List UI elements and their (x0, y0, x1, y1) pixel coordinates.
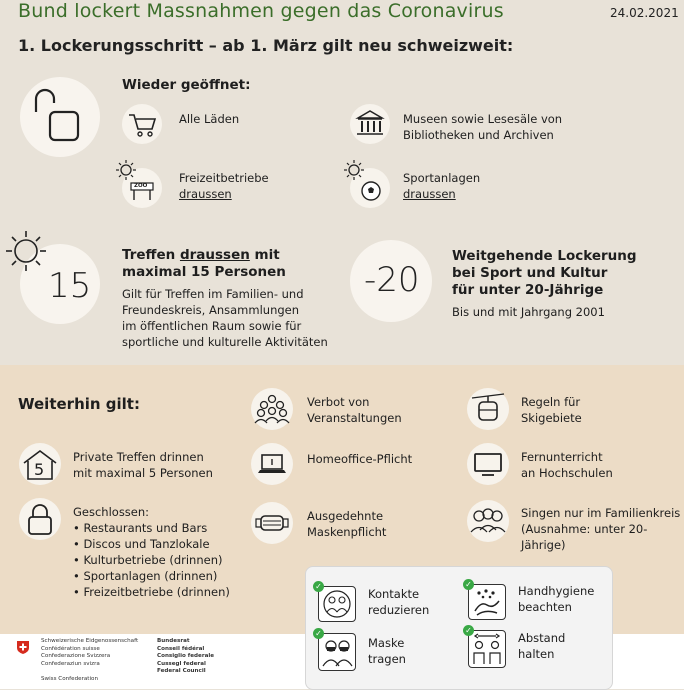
meetings-title: Treffen draussen mit maximal 15 Personen (122, 247, 286, 280)
contacts-box (318, 586, 356, 622)
sports-circle (350, 168, 390, 208)
private-meetings: Private Treffen drinnen mit maximal 5 Personen (73, 450, 213, 480)
distance-label: Abstand halten (518, 631, 566, 661)
meetings-desc: Gilt für Treffen im Familien- und Freundeskreis, Ansammlungen im öffentlichen Raum sowie für sportliche und kulturelle Aktivitäten (122, 287, 328, 349)
laptop-icon (251, 443, 293, 485)
house-number: 5 (34, 460, 45, 479)
footer-council: Bundesrat Conseil fédéral Consiglio federale Cussegl federal Federal Council (157, 638, 215, 674)
list-item: • Freizeitbetriebe (drinnen) (73, 584, 230, 600)
ski-label: Regeln für Skigebiete (521, 395, 582, 425)
sports-label: Sportanlagen draussen (403, 171, 481, 201)
contacts-label: Kontakte reduzieren (368, 587, 430, 617)
footer-swiss: Swiss Confederation (41, 676, 99, 682)
hygiene-label: Handhygiene beachten (518, 584, 595, 614)
closed-list (73, 520, 230, 600)
remote-edu-circle (467, 443, 509, 485)
list-item: • Kulturbetriebe (drinnen) (73, 552, 230, 568)
events-circle (251, 388, 293, 430)
meetings-number: 15 (48, 266, 92, 306)
hand-wash-icon (469, 585, 505, 619)
singing-label: Singen nur im Familienkreis (Ausnahme: unter 20-Jährige) (521, 506, 681, 552)
hygiene-box (468, 584, 506, 620)
zoo-circle (122, 168, 162, 208)
ski-circle (467, 388, 509, 430)
museum-icon (350, 104, 390, 144)
unlock-icon (20, 77, 100, 157)
check-icon: ✓ (463, 625, 474, 636)
swiss-shield-icon (17, 641, 29, 654)
crowd-icon (251, 388, 293, 430)
check-icon: ✓ (313, 581, 324, 592)
leisure-label: Freizeitbetriebe draussen (179, 171, 269, 201)
events-label: Verbot von Veranstaltungen (307, 395, 402, 425)
masks-label: Ausgedehnte Maskenpflicht (307, 509, 387, 539)
check-icon: ✓ (313, 628, 324, 639)
date-label: 24.02.2021 (610, 6, 679, 20)
shops-label: Alle Läden (179, 112, 240, 126)
list-item: • Restaurants und Bars (73, 520, 230, 536)
zoo-sun-icon (114, 158, 160, 204)
youth-title: Weitgehende Lockerung bei Sport und Kultur für unter 20-Jährige (452, 248, 637, 298)
youth-number: -20 (364, 260, 420, 300)
page-title: Bund lockert Massnahmen gegen das Coronavirus (18, 0, 504, 22)
lock-icon (19, 498, 61, 540)
monitor-icon (467, 443, 509, 485)
list-item: • Discos und Tanzlokale (73, 536, 230, 552)
face-mask-icon (251, 502, 293, 544)
cart-circle (122, 104, 162, 144)
unlock-circle (20, 77, 100, 157)
singing-circle (467, 500, 509, 542)
lock-circle (19, 498, 61, 540)
football-sun-icon (342, 158, 388, 204)
still-heading: Weiterhin gilt: (18, 395, 140, 413)
museum-circle (350, 104, 390, 144)
mask-circle (251, 502, 293, 544)
house-circle (19, 443, 61, 485)
list-item: • Sportanlagen (drinnen) (73, 568, 230, 584)
masked-people-icon (319, 634, 355, 670)
family-singing-icon (467, 500, 509, 542)
check-icon: ✓ (463, 579, 474, 590)
distance-icon (469, 631, 505, 667)
homeoffice-label: Homeoffice-Pflicht (307, 452, 413, 466)
zoo-sign-text: ZOO (134, 183, 148, 189)
mask-rule-label: Maske tragen (368, 636, 406, 666)
gondola-icon (467, 388, 509, 430)
youth-desc: Bis und mit Jahrgang 2001 (452, 305, 605, 319)
shopping-cart-icon (122, 104, 162, 144)
distance-box (468, 630, 506, 668)
homeoffice-circle (251, 443, 293, 485)
subtitle: 1. Lockerungsschritt – ab 1. März gilt neu schweizweit: (18, 36, 514, 55)
contacts-icon (319, 587, 355, 621)
mask-rule-box (318, 633, 356, 671)
remote-edu-label: Fernunterricht an Hochschulen (521, 450, 613, 480)
reopened-heading: Wieder geöffnet: (122, 77, 251, 93)
museums-label: Museen sowie Lesesäle von Bibliotheken und Archiven (403, 112, 563, 142)
closed-heading: Geschlossen: (73, 505, 150, 519)
footer-org: Schweizerische Eidgenossenschaft Confédération suisse Confederazione Svizzera Confederaziun svizra (41, 638, 139, 667)
